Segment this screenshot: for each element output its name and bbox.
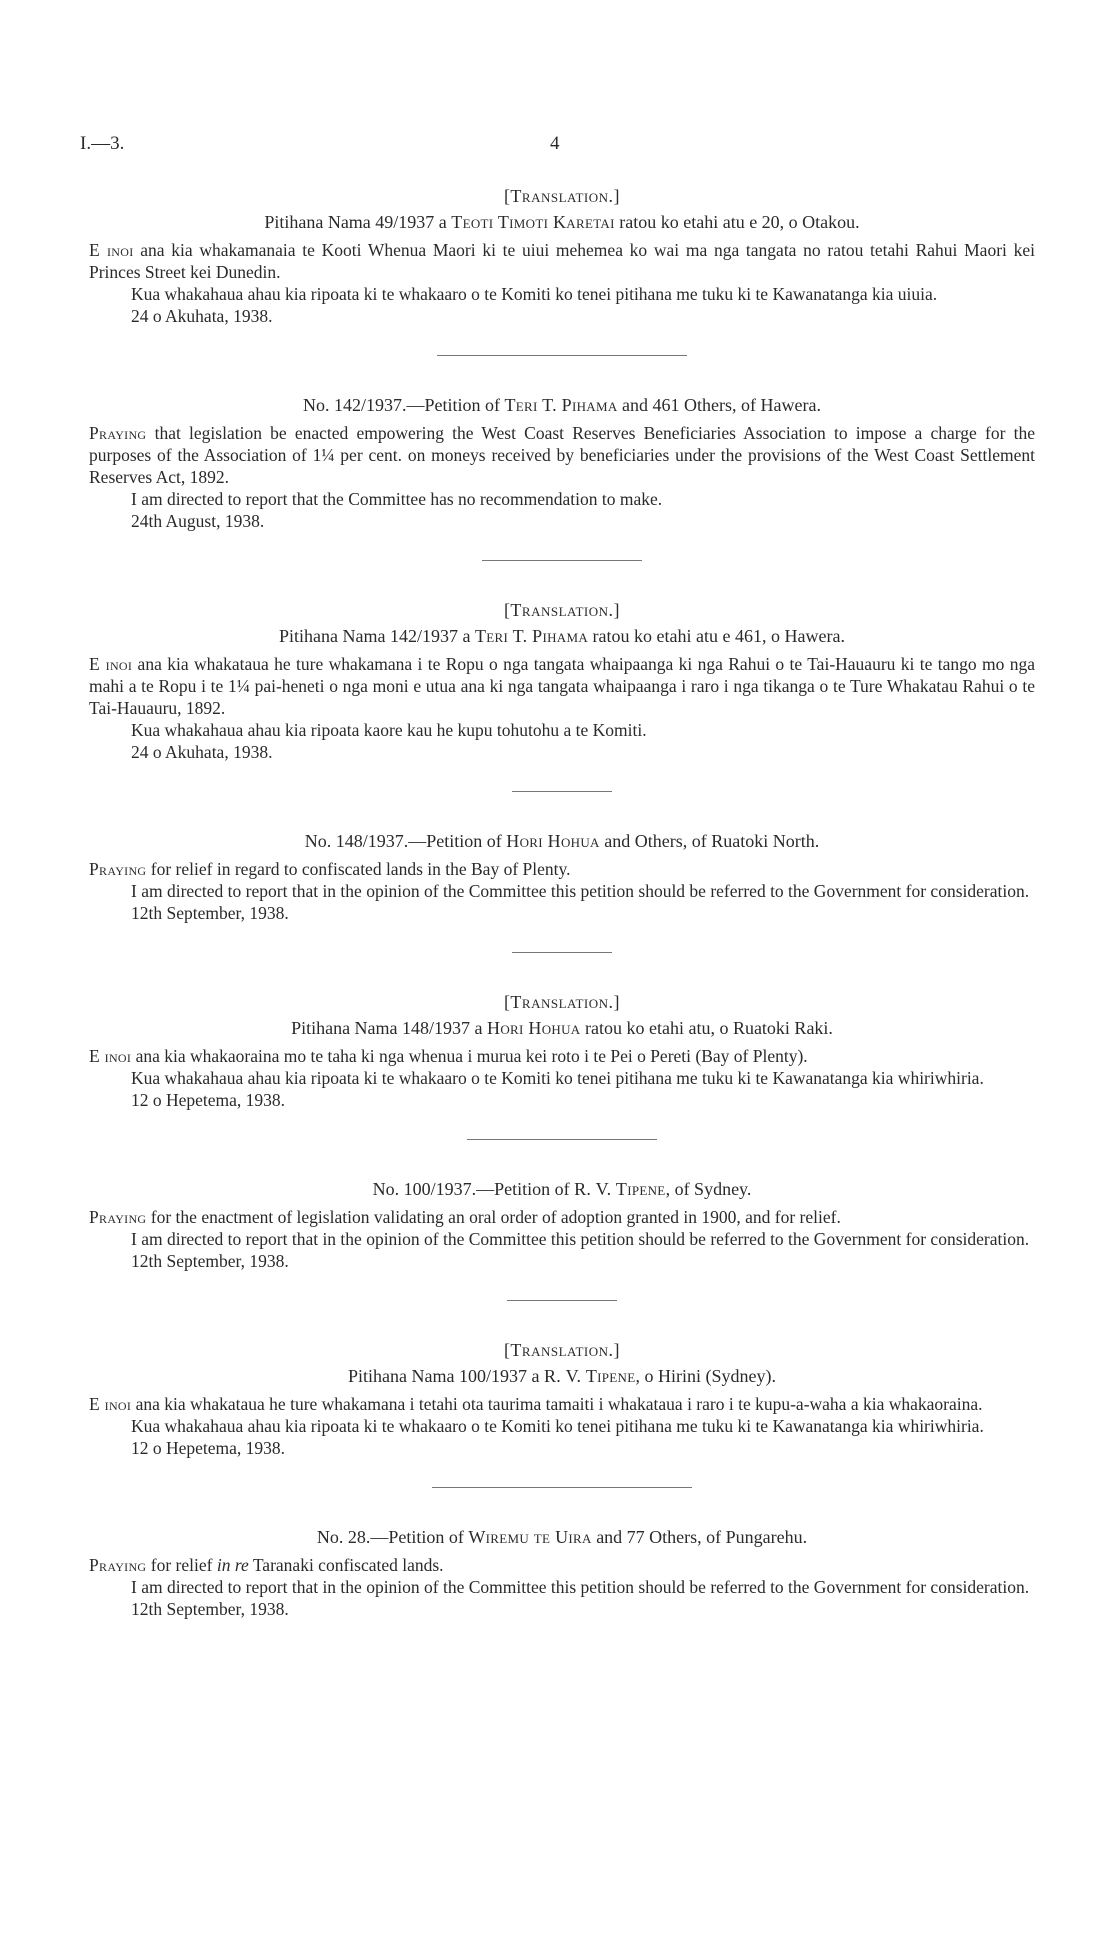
report-date: 12th September, 1938. bbox=[131, 1251, 289, 1271]
petition-prayer: Praying for relief in regard to confiscated lands in the Bay of Plenty. bbox=[89, 859, 571, 879]
section-divider bbox=[512, 952, 612, 953]
committee-report: I am directed to report that the Committee has no recommendation to make. bbox=[131, 489, 663, 509]
page-header bbox=[80, 133, 1035, 159]
translation-label: [Translation.] bbox=[503, 600, 621, 620]
petition-title: Pitihana Nama 148/1937 a Hori Hohua ratou ko etahi atu, o Ruatoki Raki. bbox=[291, 1018, 833, 1038]
petition-148-1937 bbox=[89, 830, 1035, 924]
petitioner-name: Hori Hohua bbox=[487, 1018, 581, 1038]
report-date: 24 o Akuhata, 1938. bbox=[131, 306, 273, 326]
petition-prayer: Praying for the enactment of legislation validating an oral order of adoption granted in 1900, and for relief. bbox=[89, 1207, 841, 1227]
petitioner-name: Wiremu te Uira bbox=[468, 1527, 592, 1547]
petition-title: Pitihana Nama 100/1937 a R. V. Tipene, o Hirini (Sydney). bbox=[348, 1366, 776, 1386]
committee-report: I am directed to report that in the opinion of the Committee this petition should be referred to the Government for consideration. bbox=[131, 1229, 1030, 1249]
translation-label: [Translation.] bbox=[503, 992, 621, 1012]
committee-report: Kua whakahaua ahau kia ripoata ki te whakaaro o te Komiti ko tenei pitihana me tuku ki te Kawanatanga kia whiriwhiria. bbox=[131, 1068, 984, 1088]
translation-label: [Translation.] bbox=[503, 1340, 621, 1360]
page-number: 4 bbox=[550, 133, 560, 154]
document-body bbox=[89, 185, 1035, 1620]
petition-translation-142-1937 bbox=[89, 599, 1035, 763]
petition-prayer: E inoi ana kia whakataua he ture whakamana i tetahi ota taurima tamaiti i whakataua i raro i te kupu-a-waha a kia whakaoraina. bbox=[89, 1394, 983, 1414]
committee-report: Kua whakahaua ahau kia ripoata kaore kau he kupu tohutohu a te Komiti. bbox=[131, 720, 647, 740]
petition-title: No. 28.—Petition of Wiremu te Uira and 77 Others, of Pungarehu. bbox=[316, 1527, 808, 1547]
petition-28 bbox=[89, 1526, 1035, 1620]
committee-report: I am directed to report that in the opinion of the Committee this petition should be referred to the Government for consideration. bbox=[131, 1577, 1030, 1597]
section-divider bbox=[512, 791, 612, 792]
petition-title: Pitihana Nama 49/1937 a Teoti Timoti Karetai ratou ko etahi atu e 20, o Otakou. bbox=[264, 212, 860, 232]
petition-title: Pitihana Nama 142/1937 a Teri T. Pihama ratou ko etahi atu e 461, o Hawera. bbox=[279, 626, 845, 646]
petitioner-name: Teoti Timoti Karetai bbox=[451, 212, 615, 232]
section-divider bbox=[507, 1300, 617, 1301]
petition-prayer: E inoi ana kia whakaoraina mo te taha ki nga whenua i murua kei roto i te Pei o Pereti (Bay of Plenty). bbox=[89, 1046, 808, 1066]
lead-word: E inoi bbox=[89, 654, 133, 674]
petition-translation-49-1937 bbox=[89, 185, 1035, 327]
latin-phrase: in re bbox=[216, 1555, 249, 1575]
petitioner-name: Teri T. Pihama bbox=[475, 626, 589, 646]
petition-prayer: E inoi ana kia whakataua he ture whakamana i te Ropu o nga tangata whaipaanga ki nga Rahui o te Tai-Hauauru ki te tango mo nga mahi a te Ropu i te 1¼ pai-heneti o nga moni e utua ana ki nga tangata whaipaanga i raro i nga tikanga o te Ture Whakatau Rahui o te Tai-Hauauru, 1892. bbox=[89, 654, 1035, 718]
lead-word: Praying bbox=[89, 859, 147, 879]
section-divider bbox=[437, 355, 687, 356]
petition-prayer: E inoi ana kia whakamanaia te Kooti Whenua Maori ki te uiui mehemea ko wai ma nga tangata no ratou tetahi Rahui Maori kei Princes Street kei Dunedin. bbox=[89, 240, 1035, 282]
petition-translation-148-1937 bbox=[89, 991, 1035, 1111]
report-date: 12th September, 1938. bbox=[131, 1599, 289, 1619]
lead-word: E inoi bbox=[89, 1046, 132, 1066]
lead-word: Praying bbox=[89, 1555, 147, 1575]
report-date: 12 o Hepetema, 1938. bbox=[131, 1438, 286, 1458]
report-date: 12th September, 1938. bbox=[131, 903, 289, 923]
petition-prayer: Praying for relief in re Taranaki confiscated lands. bbox=[89, 1555, 444, 1575]
section-divider bbox=[482, 560, 642, 561]
document-reference: I.—3. bbox=[80, 133, 125, 154]
petition-142-1937 bbox=[89, 394, 1035, 532]
petitioner-name: Hori Hohua bbox=[506, 831, 600, 851]
committee-report: Kua whakahaua ahau kia ripoata ki te whakaaro o te Komiti ko tenei pitihana me tuku ki te Kawanatanga kia uiuia. bbox=[131, 284, 938, 304]
lead-word: Praying bbox=[89, 1207, 147, 1227]
petitioner-name: R. V. Tipene bbox=[574, 1179, 666, 1199]
committee-report: Kua whakahaua ahau kia ripoata ki te whakaaro o te Komiti ko tenei pitihana me tuku ki te Kawanatanga kia whiriwhiria. bbox=[131, 1416, 984, 1436]
lead-word: Praying bbox=[89, 423, 147, 443]
lead-word: E inoi bbox=[89, 1394, 132, 1414]
section-divider bbox=[467, 1139, 657, 1140]
petitioner-name: Teri T. Pihama bbox=[504, 395, 618, 415]
petition-title: No. 100/1937.—Petition of R. V. Tipene, of Sydney. bbox=[372, 1179, 752, 1199]
petition-100-1937 bbox=[89, 1178, 1035, 1272]
petition-prayer: Praying that legislation be enacted empowering the West Coast Reserves Beneficiaries Association to impose a charge for the purposes of the Association of 1¼ per cent. on moneys received by beneficiaries under the provisions of the West Coast Settlement Reserves Act, 1892. bbox=[89, 423, 1035, 487]
committee-report: I am directed to report that in the opinion of the Committee this petition should be referred to the Government for consideration. bbox=[131, 881, 1030, 901]
petition-title: No. 142/1937.—Petition of Teri T. Pihama and 461 Others, of Hawera. bbox=[303, 395, 821, 415]
petitioner-name: R. V. Tipene bbox=[544, 1366, 636, 1386]
petition-title: No. 148/1937.—Petition of Hori Hohua and Others, of Ruatoki North. bbox=[304, 831, 820, 851]
section-divider bbox=[432, 1487, 692, 1488]
report-date: 24 o Akuhata, 1938. bbox=[131, 742, 273, 762]
report-date: 12 o Hepetema, 1938. bbox=[131, 1090, 286, 1110]
report-date: 24th August, 1938. bbox=[131, 511, 265, 531]
petition-translation-100-1937 bbox=[89, 1339, 1035, 1459]
lead-word: E inoi bbox=[89, 240, 134, 260]
translation-label: [Translation.] bbox=[503, 186, 621, 206]
